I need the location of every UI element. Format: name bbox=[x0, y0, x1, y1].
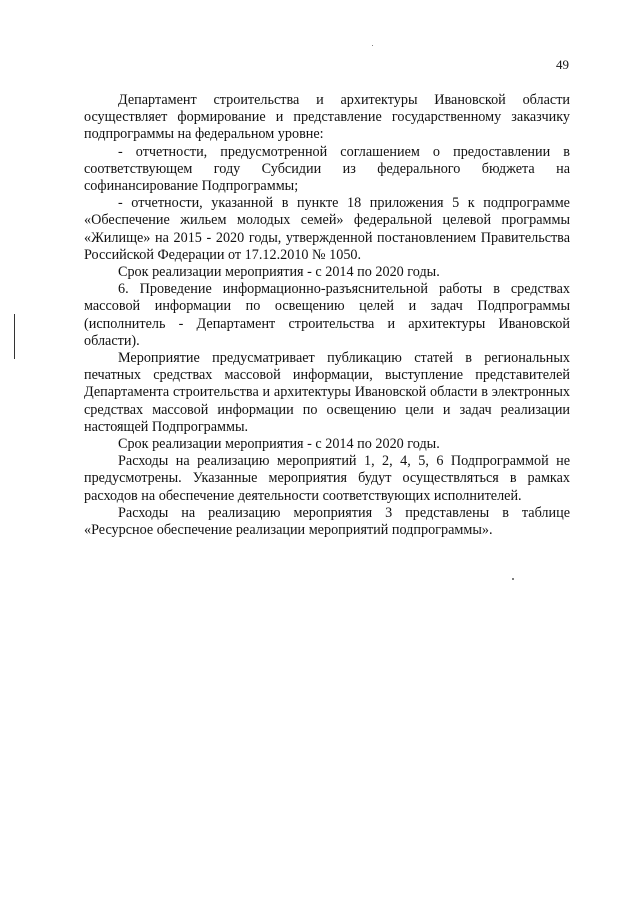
scan-speck bbox=[512, 578, 514, 580]
scan-artifact-line bbox=[14, 314, 15, 359]
paragraph-reporting-subsidy: - отчетности, предусмотренной соглашением о предоставлении в соответствующем году Субсидии из федерального бюджета на софинансирование Подпрограммы; bbox=[84, 143, 570, 195]
document-body bbox=[84, 92, 570, 539]
paragraph-expenses-not-provided: Расходы на реализацию мероприятий 1, 2, 4, 5, 6 Подпрограммой не предусмотрены. Указанные мероприятия будут осуществляться в рамках расходов на обеспечение деятельности соответствующих исполнителей. bbox=[84, 453, 570, 504]
paragraph-activity-6-description: Мероприятие предусматривает публикацию статей в региональных печатных средствах массовой информации, выступление представителей Департамента строительства и архитектуры Ивановской области в электронных средствах массовой информации по освещению цели и задач реализации настоящей Подпрограммы. bbox=[84, 350, 570, 435]
paragraph-timeline-1: Срок реализации мероприятия - с 2014 по 2020 годы. bbox=[118, 264, 440, 281]
paragraph-timeline-2: Срок реализации мероприятия - с 2014 по 2020 годы. bbox=[118, 436, 440, 453]
page-number: 49 bbox=[556, 57, 569, 72]
paragraph-activity-6: 6. Проведение информационно-разъяснительной работы в средствах массовой информации по освещению целей и задач Подпрограммы (исполнитель - Департамент строительства и архитектуры Ивановской области). bbox=[84, 281, 570, 349]
paragraph-department-responsibility: Департамент строительства и архитектуры Ивановской области осуществляет формирование и представление государственному заказчику подпрограммы на федеральном уровне: bbox=[84, 92, 570, 143]
paragraph-expenses-table-ref: Расходы на реализацию мероприятия 3 представлены в таблице «Ресурсное обеспечение реализации мероприятий подпрограммы». bbox=[84, 504, 570, 539]
paragraph-reporting-program: - отчетности, указанной в пункте 18 приложения 5 к подпрограмме «Обеспечение жильем молодых семей» федеральной целевой программы «Жилище» на 2015 - 2020 годы, утвержденной постановлением Правительства Российской Федерации от 17.12.2010 № 1050. bbox=[84, 195, 570, 263]
scan-speck bbox=[372, 45, 373, 46]
